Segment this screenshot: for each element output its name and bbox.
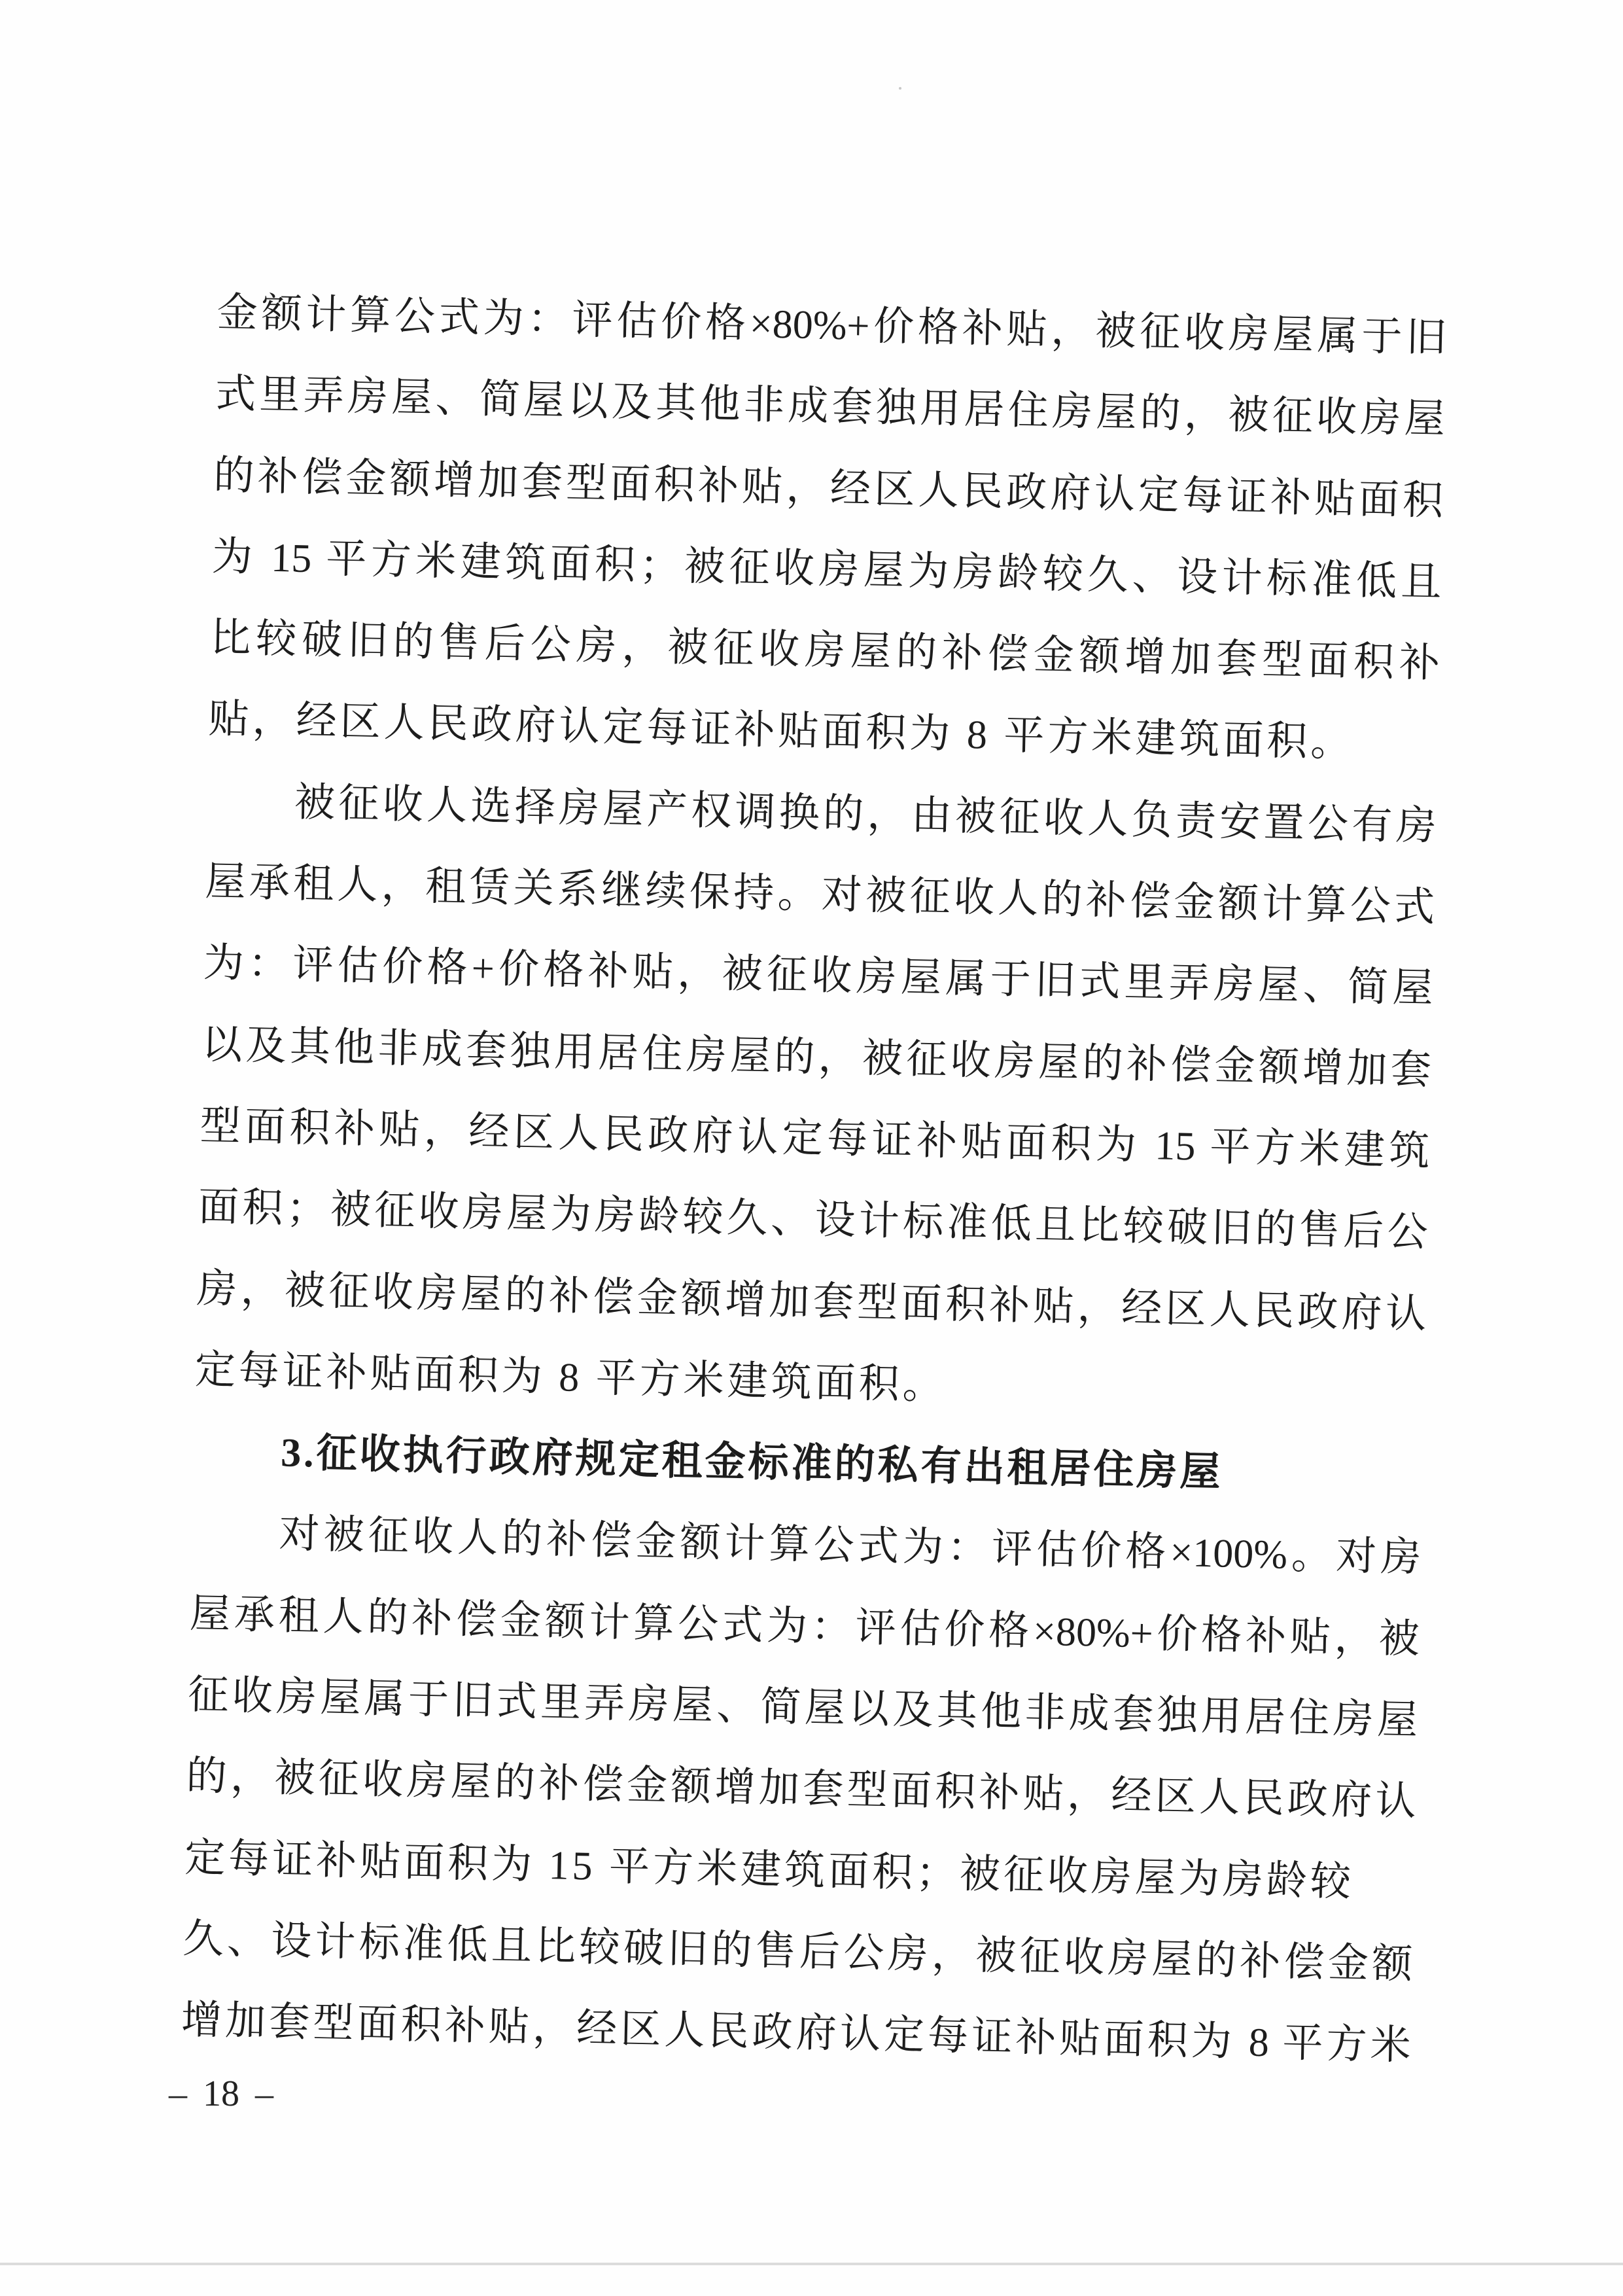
body-text (181, 272, 1448, 2087)
text-line: 贴，经区人民政府认定每证补贴面积为 8 平方米建筑面积。 (207, 697, 1355, 766)
body-paragraph-continued (207, 272, 1447, 786)
scan-speck (899, 87, 901, 90)
text-line: 对被征收人的补偿金额计算公式为：评估价格×100%。对房 (278, 1511, 1422, 1581)
text-line: 面积；被征收房屋为房龄较久、设计标准低且比较破旧的售后公 (198, 1184, 1429, 1256)
body-paragraph (194, 760, 1437, 1437)
text-line: 屋承租人，租赁关系继续保持。对被征收人的补偿金额计算公式 (204, 859, 1435, 930)
page-number: – 18 – (169, 2074, 273, 2114)
text-line: 被征收人选择房屋产权调换的，由被征收人负责安置公有房 (294, 780, 1437, 849)
text-line: 久、设计标准低且比较破旧的售后公房，被征收房屋的补偿金额 (182, 1916, 1413, 1987)
text-line: 房，被征收房屋的补偿金额增加套型面积补贴，经区人民政府认 (196, 1266, 1427, 1337)
text-line: 为：评估价格+价格补贴，被征收房屋属于旧式里弄房屋、简屋 (203, 941, 1434, 1012)
text-line: 的，被征收房屋的补偿金额增加套型面积补贴，经区人民政府认 (186, 1754, 1417, 1825)
text-line: 为 15 平方米建筑面积；被征收房屋为房龄较久、设计标准低且 (211, 534, 1442, 605)
text-line: 定每证补贴面积为 8 平方米建筑面积。 (194, 1347, 947, 1408)
text-line: 的补偿金额增加套型面积补贴，经区人民政府认定每证补贴面积 (213, 453, 1444, 523)
text-line: 增加套型面积补贴，经区人民政府认定每证补贴面积为 8 平方米 (181, 1998, 1412, 2069)
text-line: 型面积补贴，经区人民政府认定每证补贴面积为 15 平方米建筑 (199, 1103, 1430, 1174)
text-line: 金额计算公式为：评估价格×80%+价格补贴，被征收房屋属于旧 (216, 290, 1448, 361)
text-line: 以及其他非成套独用居住房屋的，被征收房屋的补偿金额增加套 (201, 1022, 1432, 1093)
text-line: 定每证补贴面积为 15 平方米建筑面积；被征收房屋为房龄较 (184, 1835, 1355, 1905)
text-line: 征收房屋属于旧式里弄房屋、简屋以及其他非成套独用居住房屋 (187, 1672, 1418, 1743)
text-line: 比较破旧的售后公房，被征收房屋的补偿金额增加套型面积补 (209, 616, 1440, 686)
text-line: 式里弄房屋、简屋以及其他非成套独用居住房屋的，被征收房屋 (215, 372, 1446, 442)
section-heading: 3.征收执行政府规定租金标准的私有出租居住房屋 (280, 1430, 1224, 1495)
text-line: 屋承租人的补偿金额计算公式为：评估价格×80%+价格补贴，被 (189, 1591, 1420, 1662)
scan-edge-line (0, 2263, 1623, 2265)
body-paragraph (181, 1492, 1422, 2087)
